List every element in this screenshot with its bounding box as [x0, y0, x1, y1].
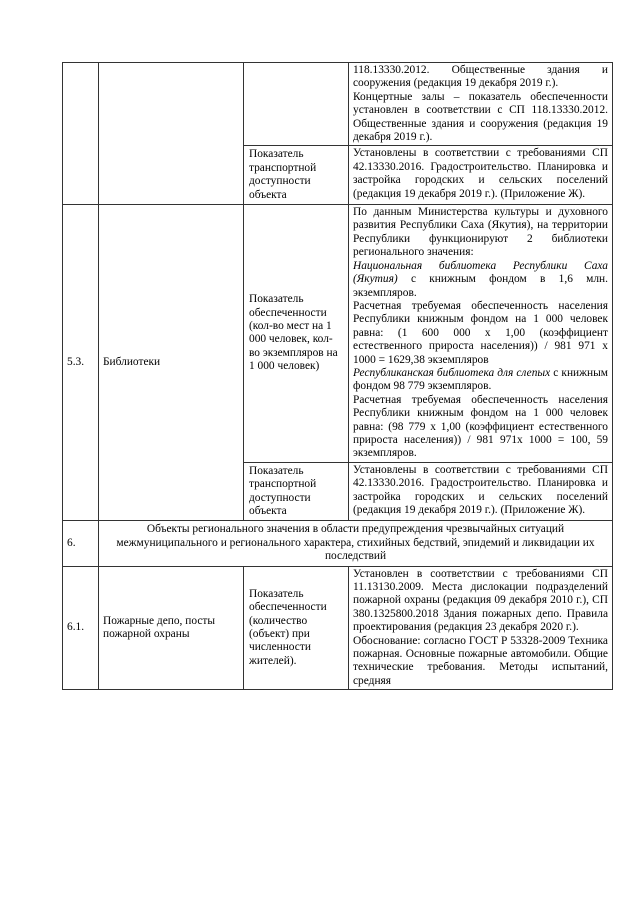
- table-row: [63, 566, 613, 690]
- object-name: Пожарные депо, посты пожарной охраны: [103, 614, 216, 640]
- value-text: Установлены в соответствии с требованиями СП 42.13330.2016. Градостроительство. Планировка и застройка городских и сельских поселений (редакция 19 декабря 2019 г.). (Приложение Ж).: [353, 463, 608, 516]
- indicator-text: Показатель транспортной доступности объекта: [249, 464, 317, 517]
- indicator-cell: [244, 462, 349, 521]
- value-cell: [349, 63, 613, 146]
- value-text: [353, 367, 608, 394]
- document-page: [62, 62, 612, 690]
- indicator-cell: [244, 205, 349, 463]
- section-title-cell: [99, 521, 613, 566]
- indicator-cell: [244, 63, 349, 146]
- value-text: Расчетная требуемая обеспеченность населения Республики книжным фондом на 1 000 человек равна: (98 779 х 1,00 (коэффициент естественного прироста населения)) / 981 971х 1000 = 100, 59 экземпляров.: [353, 393, 608, 460]
- row-number-cell: [63, 205, 99, 521]
- row-number-cell: [63, 521, 99, 566]
- section-title: Объекты регионального значения в области предупреждения чрезвычайных ситуаций межмуниципального и регионального характера, стихийных бедствий, эпидемий и ликвидации их последствий: [116, 523, 595, 563]
- value-text-rest: с книжным фондом 98 779 экземпляров.: [353, 366, 608, 393]
- value-text: Установлен в соответствии с требованиями СП 11.13130.2009. Места дислокации подразделений пожарной охраны (редакция 09 декабря 2010 г.), СП 380.1325800.2018 Здания пожарных депо. Правила проектирования (редакция 23 декабря 2020 г.).: [353, 567, 608, 634]
- row-number: 6.: [67, 536, 76, 549]
- row-number-cell: [63, 566, 99, 690]
- value-text: Установлены в соответствии с требованиями СП 42.13330.2016. Градостроительство. Планировка и застройка городских и сельских поселений (редакция 19 декабря 2019 г.). (Приложение Ж).: [353, 147, 608, 200]
- library-name: Республиканская библиотека для слепых: [353, 366, 551, 379]
- row-number: 6.1.: [67, 621, 85, 634]
- section-row: [63, 521, 613, 566]
- value-text: Обоснование: согласно ГОСТ Р 53328-2009 Техника пожарная. Основные пожарные автомобили. Общие технические требования. Методы испытаний, средняя: [353, 634, 608, 687]
- table-row: [63, 63, 613, 146]
- value-text: [353, 260, 608, 300]
- value-cell: [349, 462, 613, 521]
- value-cell: [349, 566, 613, 690]
- requirements-table: [62, 62, 613, 690]
- value-text-rest: с книжным фондом в 1,6 млн. экземпляров.: [353, 273, 608, 299]
- value-text: Расчетная требуемая обеспеченность населения Республики книжным фондом на 1 000 человек равна: (1 600 000 х 1,00 (коэффициент естественного прироста населения)) / 981 971 х 1000 = 1629,38 экземпляров: [353, 299, 608, 366]
- value-text: 118.13330.2012. Общественные здания и сооружения (редакция 19 декабря 2019 г.).: [353, 64, 608, 90]
- value-cell: [349, 205, 613, 463]
- indicator-cell: [244, 566, 349, 690]
- table-row: [63, 205, 613, 463]
- value-text: По данным Министерства культуры и духовного развития Республики Саха (Якутия), на территории Республики функционируют 2 библиотеки регионального значения:: [353, 206, 608, 259]
- object-name: Библиотеки: [103, 356, 161, 369]
- indicator-text: Показатель обеспеченности (количество (объект) при численности жителей).: [249, 587, 327, 667]
- value-text: Концертные залы – показатель обеспеченности установлен в соответствии с СП 118.13330.2012. Общественные здания и сооружения (редакция 19 декабря 2019 г.).: [353, 90, 608, 144]
- value-cell: [349, 146, 613, 205]
- indicator-text: Показатель обеспеченности (кол-во мест на 1 000 человек, кол-во экземпляров на 1 000 человек): [249, 293, 338, 373]
- row-number: 5.3.: [67, 356, 85, 369]
- indicator-cell: [244, 146, 349, 205]
- library-name: Национальная библиотека Республики Саха (Якутия): [353, 259, 608, 286]
- object-name-cell: [99, 205, 244, 521]
- object-name-cell: [99, 566, 244, 690]
- row-number-cell: [63, 63, 99, 205]
- object-name-cell: [99, 63, 244, 205]
- indicator-text: Показатель транспортной доступности объекта: [249, 148, 317, 201]
